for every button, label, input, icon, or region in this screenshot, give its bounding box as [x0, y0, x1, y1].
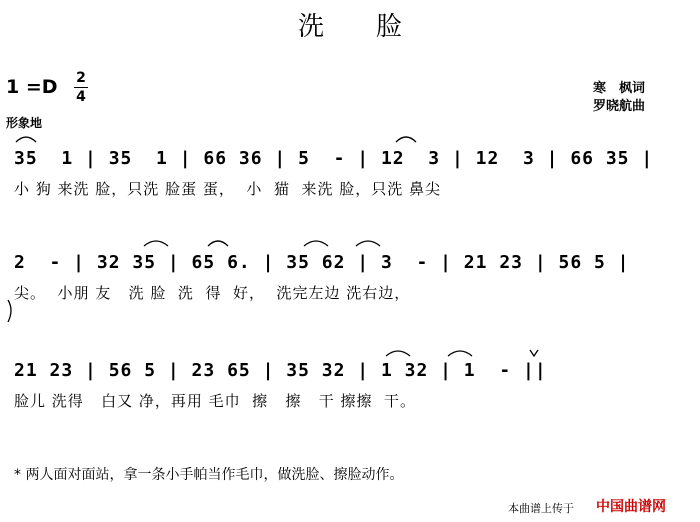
time-signature: 2 4 — [74, 70, 88, 105]
tempo-marking: 形象地 — [6, 116, 43, 130]
source-label: 本曲谱上传于 — [508, 502, 574, 515]
lyrics-line-1: 小 狗 来洗 脸，只洗 脸蛋 蛋， 小 猫 来洗 脸，只洗 鼻尖 — [14, 180, 441, 198]
slur — [144, 241, 168, 246]
slur — [386, 351, 410, 356]
slur — [304, 241, 328, 246]
breath-mark — [530, 350, 538, 356]
slur — [448, 351, 472, 356]
lyrics-line-3: 脸儿 洗得 白又 净，再用 毛巾 擦 擦 干 擦擦 干。 — [14, 392, 417, 410]
performance-note: * 两人面对面站，拿一条小手帕当作毛巾，做洗脸、擦脸动作。 — [14, 467, 404, 483]
slur — [16, 137, 36, 142]
key-signature: 1 =D — [6, 76, 58, 98]
composer: 罗晓航曲 — [593, 99, 646, 114]
slur — [356, 241, 380, 246]
repeat-brace — [8, 300, 11, 322]
lyricist: 寒 枫词 — [593, 81, 646, 96]
notes-line-1: 35 1 | 35 1 | 66 36 | 5 - | 12 3 | 12 3 | 66 35 | — [14, 148, 654, 169]
lyrics-line-2: 尖。 小朋 友 洗 脸 洗 得 好， 洗完左边 洗右边， — [14, 284, 411, 302]
site-logo: 中国曲谱网 — [596, 499, 666, 515]
notes-line-2: 2 - | 32 35 | 65 6. | 35 62 | 3 - | 21 23 | 56 5 | — [14, 252, 630, 273]
page-title: 洗 脸 — [297, 12, 402, 42]
notes-line-3: 21 23 | 56 5 | 23 65 | 35 32 | 1 32 | 1 - || — [14, 360, 547, 381]
slur — [396, 137, 416, 142]
slur — [208, 241, 228, 246]
